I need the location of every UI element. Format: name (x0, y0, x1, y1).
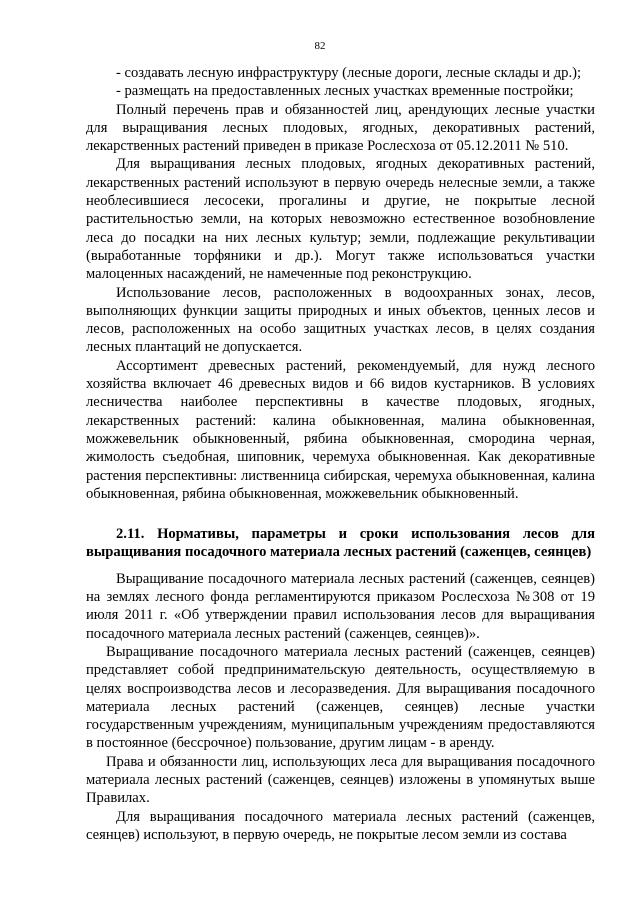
page-content (86, 64, 595, 844)
page-number: 82 (314, 40, 326, 52)
paragraph: Для выращивания посадочного материала лесных растений (саженцев, сеянцев) используют, в первую очередь, не покрытые лесом земли из состава (86, 808, 595, 843)
paragraph: Права и обязанности лиц, использующих леса для выращивания посадочного материала лесных растений (саженцев, сеянцев) изложены в упомянутых выше Правилах. (86, 753, 595, 807)
paragraph: Для выращивания лесных плодовых, ягодных декоративных растений, лекарственных растений используют в первую очередь нелесные земли, а также необлесившиеся лесосеки, прогалины и другие, не покрытые лесной растительностью земли, на которых невозможно естественное возобновление леса до посадки на них лесных культур; земли, подлежащие рекультивации (выработанные торфяники и др.). Могут также использоваться участки малоценных насаждений, не намеченные под реконструкцию. (86, 156, 595, 283)
paragraph: Ассортимент древесных растений, рекомендуемый, для нужд лесного хозяйства включает 46 древесных видов и 66 видов кустарников. В условиях лесничества наиболее перспективны в качестве плодовых, ягодных, лекарственных растений: калина обыкновенная, малина обыкновенная, можжевельник обыкновенный, рябина обыкновенная, смородина черная, жимолость съедобная, шиповник, черемуха обыкновенная. Как декоративные растения перспективны: лиственница сибирская, черемуха обыкновенная, калина обыкновенная, рябина обыкновенная, можжевельник обыкновенный. (86, 357, 595, 502)
bullet-item: - размещать на предоставленных лесных участках временные постройки; (116, 83, 574, 100)
paragraph: Выращивание посадочного материала лесных растений (саженцев, сеянцев) на землях лесного фонда регламентируются приказом Рослесхоза №308 от 19 июля 2011 г. «Об утверждении правил использования лесов для выращивания посадочного материала лесных растений (саженцев, сеянцев)». (86, 570, 595, 642)
bullet-item: - создавать лесную инфраструктуру (лесные дороги, лесные склады и др.); (116, 65, 582, 81)
section-heading: 2.11. Нормативы, параметры и сроки использования лесов для выращивания посадочного материала лесных растений (саженцев, сеянцев) (86, 526, 595, 561)
paragraph: Полный перечень прав и обязанностей лиц, арендующих лесные участки для выращивания лесных плодовых, ягодных, декоративных растений, лекарственных растений приведен в приказе Рослесхоза от 05.12.2011 № 510. (86, 101, 595, 155)
paragraph: Использование лесов, расположенных в водоохранных зонах, лесов, выполняющих функции защиты природных и иных объектов, ценных лесов и лесов, расположенных на особо защитных участках лесов, в целях создания лесных плантаций не допускается. (86, 284, 595, 356)
paragraph: Выращивание посадочного материала лесных растений (саженцев, сеянцев) представляет собой предпринимательскую деятельность, осуществляемую в целях воспроизводства лесов и лесоразведения. Для выращивания посадочного материала лесных растений (саженцев, сеянцев) лесные участки государственным учреждениям, муниципальным учреждениям предоставляются в постоянное (бессрочное) пользование, другим лицам - в аренду. (86, 643, 595, 752)
